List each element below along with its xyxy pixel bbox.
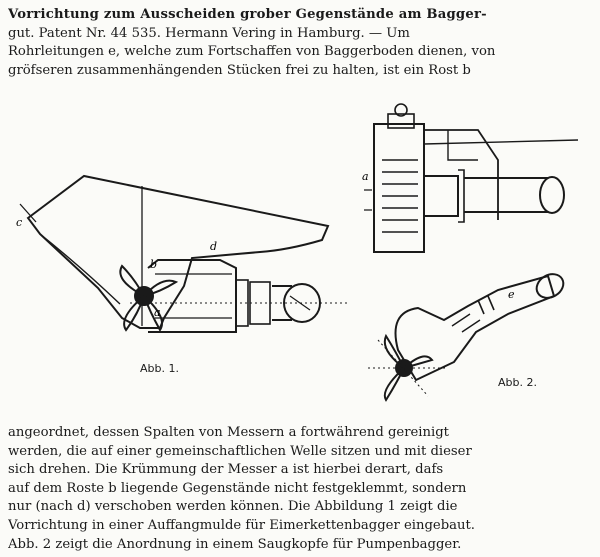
top-paragraph — [8, 6, 592, 80]
figure-1-label-c: c — [16, 216, 23, 229]
figure-1-label-d: d — [210, 240, 218, 253]
figure-1-label-a: a — [154, 306, 161, 319]
figure-2-drawing — [358, 100, 594, 405]
figure-1 — [10, 168, 355, 378]
text-line: gröfseren zusammenhängenden Stücken frei zu halten, ist ein Rost b — [8, 62, 471, 78]
figure-2 — [358, 100, 594, 405]
figure-1-drawing — [10, 168, 355, 378]
text-line: sich drehen. Die Krümmung der Messer a ist hierbei derart, dafs — [8, 462, 444, 478]
figure-1-label-b: b — [150, 258, 158, 271]
figure-2-label-a: a — [362, 170, 369, 183]
text-line: gut. Patent Nr. 44 535. Hermann Vering in Hamburg. — Um — [8, 25, 410, 41]
text-line: auf dem Roste b liegende Gegenstände nicht festgeklemmt, sondern — [8, 480, 467, 496]
text-line: werden, die auf einer gemeinschaftlichen Welle sitzen und mit dieser — [8, 443, 472, 459]
text-line: angeordnet, dessen Spalten von Messern a fortwährend gereinigt — [8, 425, 449, 440]
title-line: Vorrichtung zum Ausscheiden grober Gegenstände am Bagger- — [8, 7, 487, 22]
text-line: Vorrichtung in einer Auffangmulde für Eimerkettenbagger eingebaut. — [8, 517, 475, 533]
text-line: Rohrleitungen e, welche zum Fortschaffen von Baggerboden dienen, von — [8, 44, 496, 60]
text-line: Abb. 2 zeigt die Anordnung in einem Saugkopfe für Pumpenbagger. — [8, 536, 462, 552]
bottom-paragraph — [8, 424, 592, 554]
figure-2-label-e: e — [508, 288, 515, 301]
figure-2-caption: Abb. 2. — [498, 376, 537, 389]
figure-1-caption: Abb. 1. — [140, 362, 179, 375]
text-line: nur (nach d) verschoben werden können. Die Abbildung 1 zeigt die — [8, 499, 458, 515]
